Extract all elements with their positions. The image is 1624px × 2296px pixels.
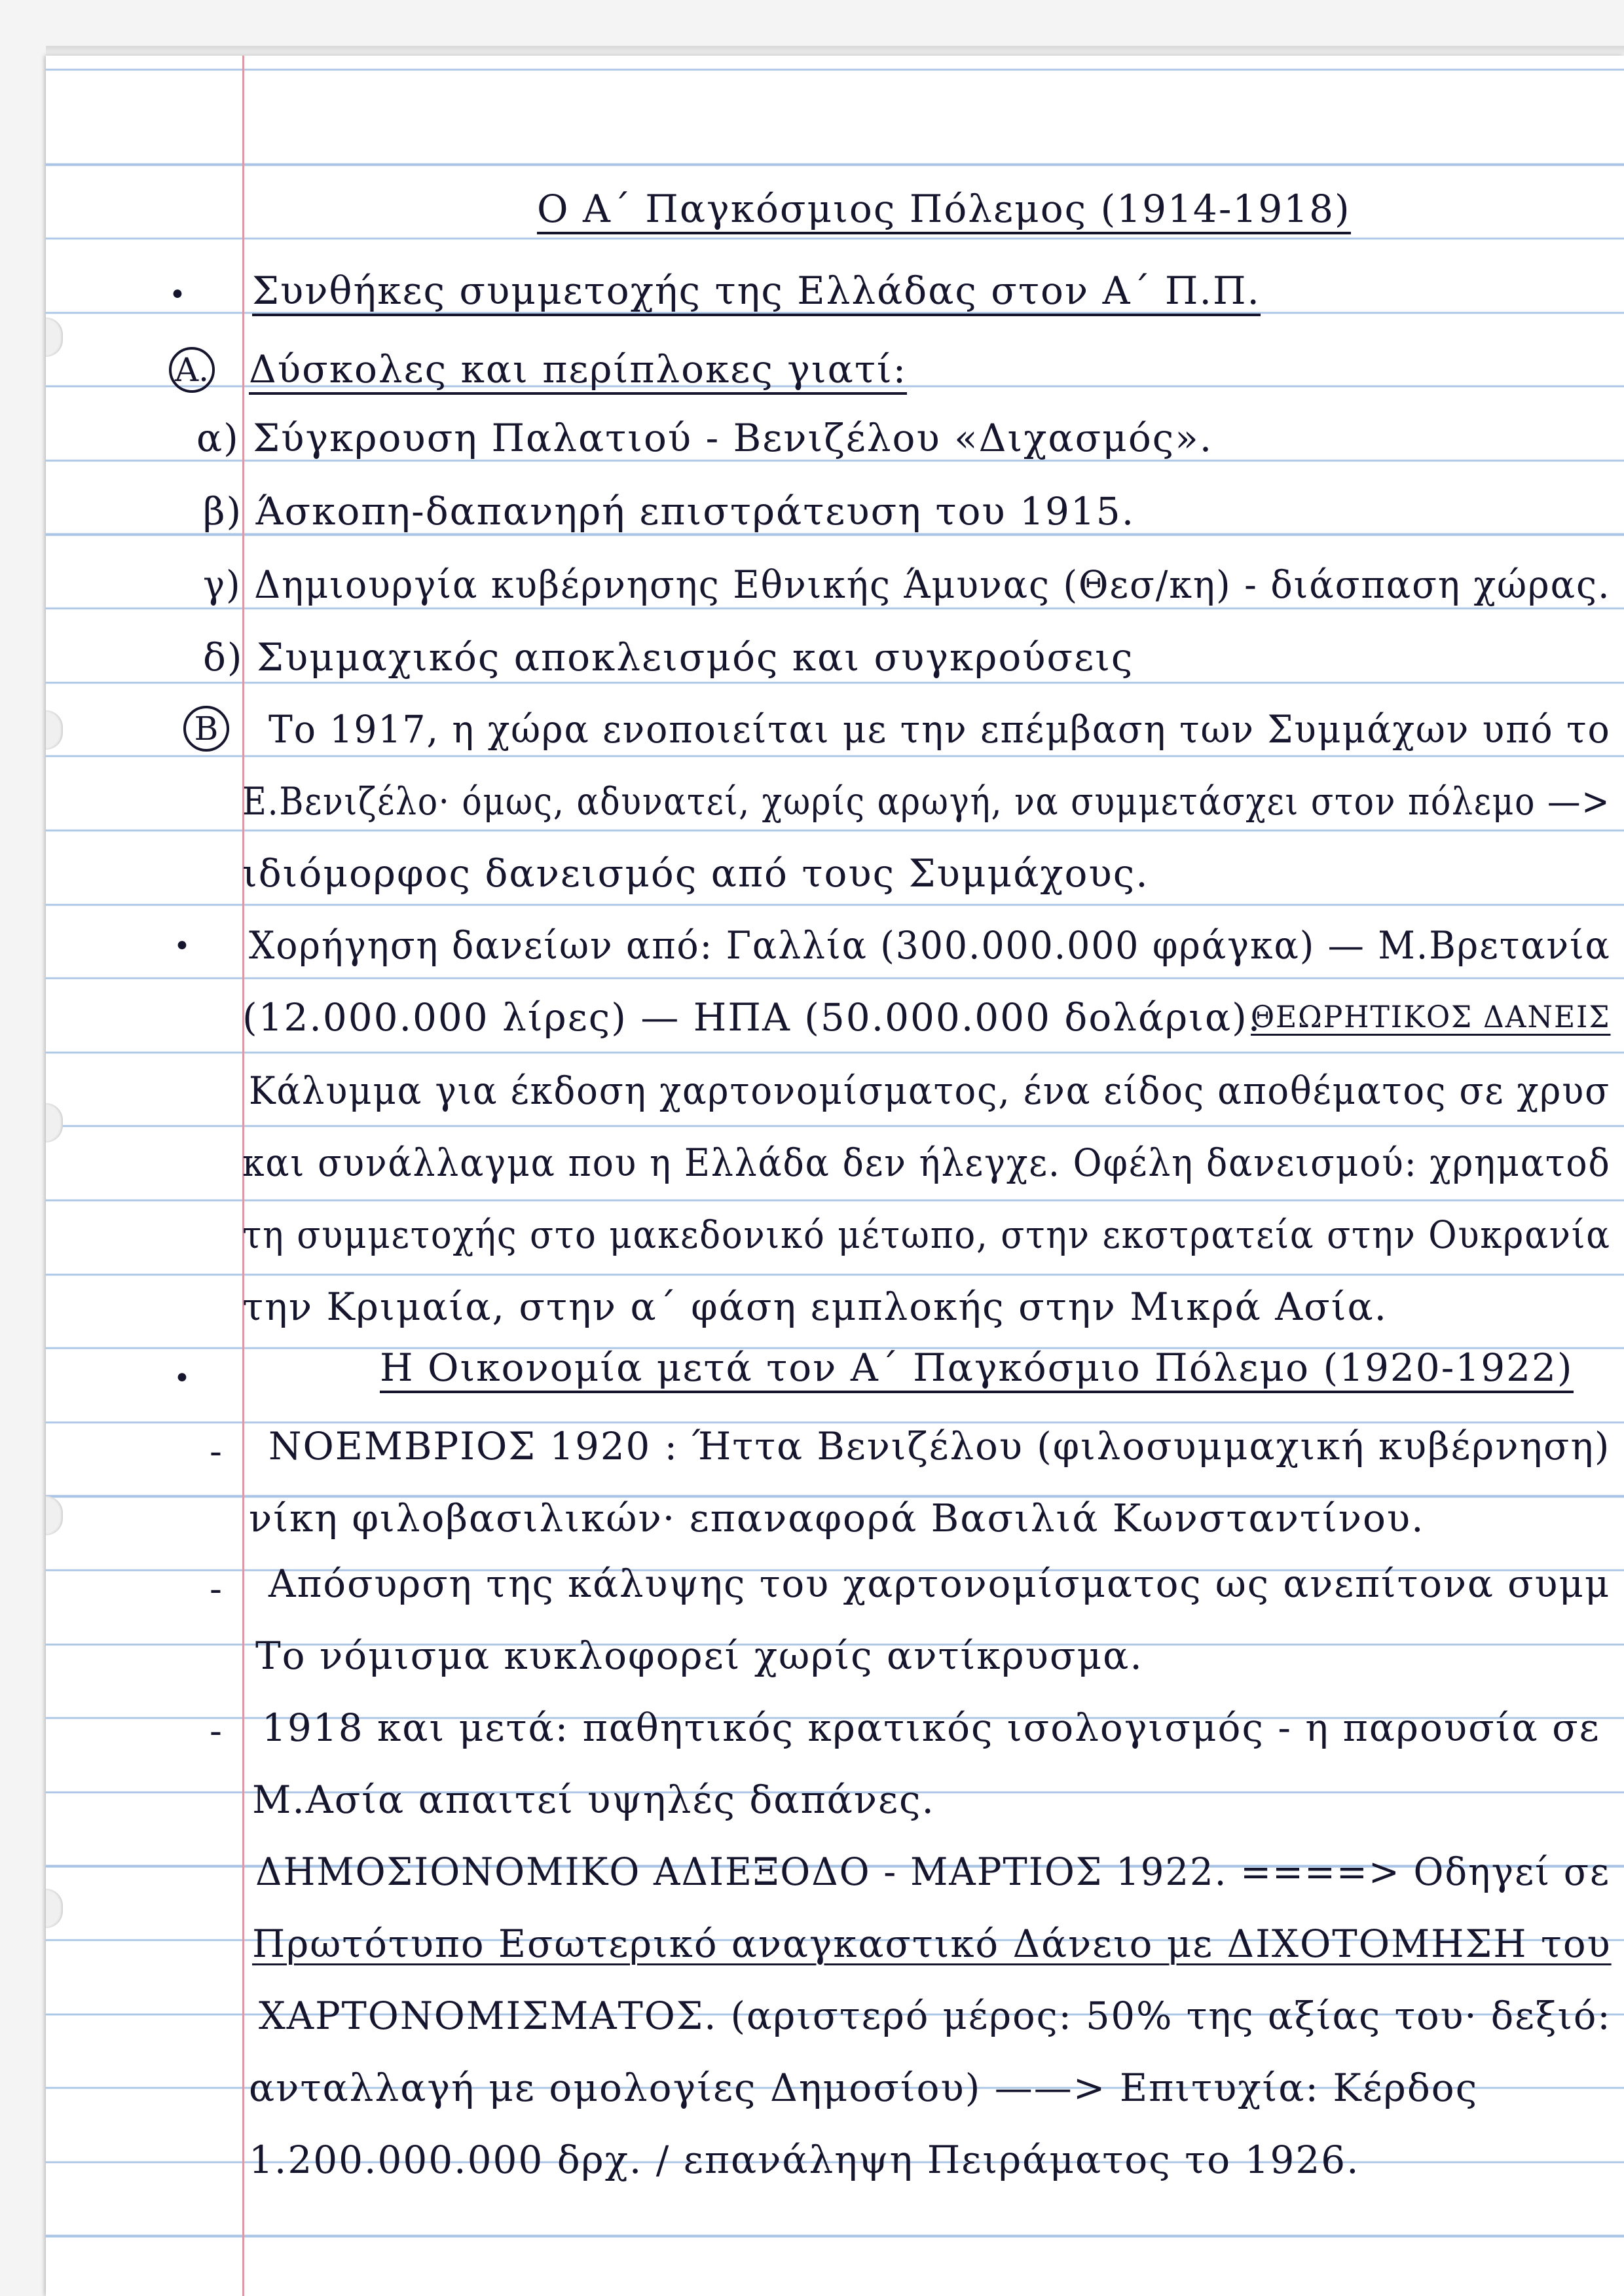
- bullet: •: [174, 1362, 191, 1395]
- paragraph-line: Απόσυρση της κάλυψης του χαρτονομίσματος ως ανεπίτονα συμμ: [268, 1561, 1611, 1606]
- page-title: Ο Α΄ Παγκόσμιος Πόλεμος (1914-1918): [537, 190, 1351, 234]
- section-heading: Συνθήκες συμμετοχής της Ελλάδας στον Α΄ Π.Π.: [252, 272, 1261, 316]
- dash-marker: -: [210, 1568, 222, 1611]
- dash-marker: -: [210, 1430, 222, 1473]
- paragraph-line: ΧΑΡΤΟΝΟΜΙΣΜΑΤΟΣ. (αριστερό μέρος: 50% της αξίας του· δεξιό:: [259, 1994, 1612, 2038]
- bullet: •: [169, 278, 186, 312]
- binding-hole: [46, 1103, 63, 1142]
- mark-b: B: [183, 706, 229, 752]
- emphasis-text: ΘΕΩΡΗΤΙΚΟΣ ΔΑΝΕΙΣ: [1251, 999, 1611, 1034]
- list-item: δ) Συμμαχικός αποκλεισμός και συγκρούσεις: [203, 635, 1134, 680]
- section-heading: Η Οικονομία μετά τον Α΄ Παγκόσμιο Πόλεμο (1920-1922): [380, 1349, 1574, 1393]
- paragraph-line: Το νόμισμα κυκλοφορεί χωρίς αντίκρυσμα.: [255, 1633, 1143, 1678]
- paragraph-line: τη συμμετοχής στο μακεδονικό μέτωπο, στην εκστρατεία στην Ουκρανία: [242, 1212, 1611, 1257]
- binding-hole: [46, 1496, 63, 1535]
- paragraph-line: ανταλλαγή με ομολογίες Δημοσίου) ——> Επιτυχία: Κέρδος: [249, 2066, 1479, 2110]
- paragraph-line: και συνάλλαγμα που η Ελλάδα δεν ήλεγχε. Οφέλη δανεισμού: χρηματοδ: [242, 1140, 1611, 1185]
- binding-hole: [46, 710, 63, 750]
- subheading-a: Δύσκολες και περίπλοκες γιατί:: [249, 350, 907, 395]
- paragraph-line: 1.200.000.000 δρχ. / επανάληψη Πειράματος το 1926.: [249, 2138, 1360, 2182]
- paragraph-line: Πρωτότυπο Εσωτερικό αναγκαστικό Δάνειο με ΔΙΧΟΤΟΜΗΣΗ του: [252, 1922, 1612, 1966]
- list-item: β) Άσκοπη-δαπανηρή επιστράτευση του 1915.: [203, 489, 1135, 534]
- binding-hole: [46, 318, 63, 357]
- paragraph-line: Χορήγηση δανείων από: Γαλλία (300.000.000 φράγκα) — Μ.Βρετανία: [249, 923, 1611, 968]
- paragraph-line: ιδιόμορφος δανεισμός από τους Συμμάχους.: [242, 851, 1149, 896]
- paragraph-line: Μ.Ασία απαιτεί υψηλές δαπάνες.: [252, 1777, 935, 1822]
- dash-marker: -: [210, 1710, 222, 1753]
- paragraph-line: Το 1917, η χώρα ενοποιείται με την επέμβαση των Συμμάχων υπό το: [268, 707, 1611, 752]
- paragraph-line: ΝΟΕΜΒΡΙΟΣ 1920 : Ήττα Βενιζέλου (φιλοσυμμαχική κυβέρνηση): [268, 1424, 1611, 1468]
- paragraph-line: ΔΗΜΟΣΙΟΝΟΜΙΚΟ ΑΔΙΕΞΟΔΟ - ΜΑΡΤΙΟΣ 1922. ====> Οδηγεί σε: [255, 1850, 1611, 1894]
- paragraph-line: την Κριμαία, στην α΄ φάση εμπλοκής στην Μικρά Ασία.: [242, 1285, 1388, 1329]
- paragraph-line: (12.000.000 λίρες) — ΗΠΑ (50.000.000 δολάρια).: [242, 995, 1262, 1040]
- paragraph-line: νίκη φιλοβασιλικών· επαναφορά Βασιλιά Κωνσταντίνου.: [249, 1496, 1425, 1540]
- mark-a: A.: [169, 347, 215, 393]
- paragraph-line: Ε.Βενιζέλο· όμως, αδυνατεί, χωρίς αρωγή, να συμμετάσχει στον πόλεμο —>: [242, 779, 1611, 824]
- list-item: α) Σύγκρουση Παλατιού - Βενιζέλου «Διχασμός».: [196, 416, 1213, 460]
- paragraph-line: 1918 και μετά: παθητικός κρατικός ισολογισμός - η παρουσία σε: [262, 1705, 1600, 1750]
- list-item: γ) Δημιουργία κυβέρνησης Εθνικής Άμυνας (Θεσ/κη) - διάσπαση χώρας.: [203, 562, 1611, 607]
- binding-hole: [46, 1889, 63, 1928]
- bullet: •: [174, 930, 191, 963]
- paragraph-line: Κάλυμμα για έκδοση χαρτονομίσματος, ένα είδος αποθέματος σε χρυσ: [249, 1068, 1611, 1113]
